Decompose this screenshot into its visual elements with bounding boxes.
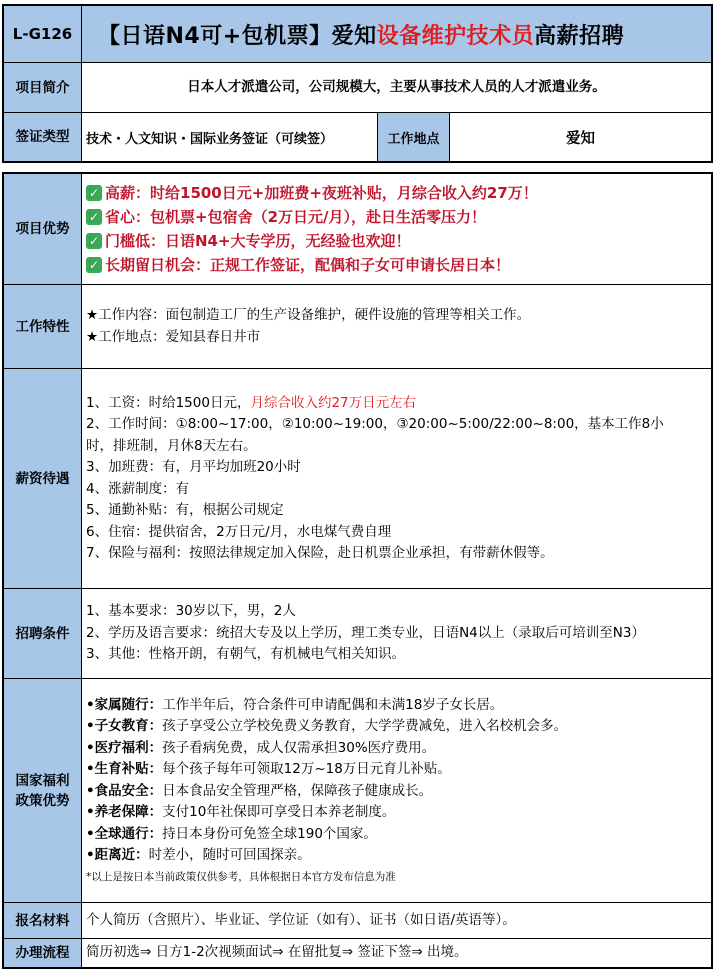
salary-item: 时，排班制，月休8天左右。	[86, 437, 257, 454]
welfare-item: •养老保障：支付10年社保即可享受日本养老制度。	[86, 804, 396, 820]
materials-text: 个人简历（含照片）、毕业证、学位证（如有）、证书（如日语/英语等）。	[86, 911, 516, 928]
page-title	[82, 6, 711, 62]
advantages-list	[82, 174, 711, 284]
welfare-item: •生育补贴：每个孩子每年可领取12万~18万日元育儿补贴。	[86, 761, 451, 777]
requirement-item: 1、基本要求：30岁以下，男，2人	[86, 603, 296, 620]
salary-income-highlight: 月综合收入约27万日元左右	[250, 394, 417, 411]
header-row	[2, 4, 713, 62]
advantage-item: ✓ 高薪：时给1500日元+加班费+夜班补贴，月综合收入约27万！	[86, 181, 707, 205]
salary-item: 2、工作时间：①8:00~17:00，②10:00~19:00，③20:00~5:00/22:00~8:00，基本工作8小	[86, 416, 664, 432]
visa-value: 技术・人文知识・国际业务签证（可续签）	[82, 113, 378, 161]
requirements-row	[2, 588, 713, 678]
job-code: L-G126	[4, 6, 82, 62]
advantages-row	[2, 172, 713, 284]
visa-split	[82, 113, 711, 161]
welfare-row	[2, 678, 713, 902]
salary-list	[82, 369, 711, 588]
salary-row	[2, 368, 713, 588]
process-text: 简历初选⇒ 日方1-2次视频面试⇒ 在留批复⇒ 签证下签⇒ 出境。	[86, 944, 468, 961]
salary-item: 4、涨薪制度：有	[86, 480, 190, 497]
process-label: 办理流程	[4, 939, 82, 967]
requirements-label: 招聘条件	[4, 589, 82, 678]
visa-label: 签证类型	[4, 113, 82, 161]
welfare-list	[82, 679, 711, 902]
requirements-list	[82, 589, 711, 678]
materials-label: 报名材料	[4, 903, 82, 938]
process-row	[2, 938, 713, 969]
feature-item: ★工作地点：爱知县春日井市	[86, 328, 261, 345]
welfare-item: •子女教育：孩子享受公立学校免费义务教育，大学学费减免，进入名校机会多。	[86, 718, 568, 734]
feature-item: ★工作内容：面包制造工厂的生产设备维护，硬件设施的管理等相关工作。	[86, 307, 531, 323]
welfare-note: *以上是按日本当前政策仅供参考，具体根据日本官方发布信息为准	[86, 870, 396, 883]
welfare-item: •家属随行：工作半年后，符合条件可申请配偶和未满18岁子女长居。	[86, 696, 504, 713]
salary-item: 5、通勤补贴：有，根据公司规定	[86, 502, 284, 518]
intro-row	[2, 62, 713, 112]
welfare-item: •距离近：时差小，随时可回国探亲。	[86, 847, 311, 863]
welfare-label: 国家福利 政策优势	[4, 679, 82, 902]
materials-row	[2, 902, 713, 938]
title-highlight: 设备维护技术员	[376, 23, 535, 49]
advantage-item: ✓ 门槛低：日语N4+大专学历，无经验也欢迎！	[86, 229, 707, 253]
intro-label: 项目简介	[4, 63, 82, 112]
advantage-item: ✓ 长期留日机会：正规工作签证，配偶和子女可申请长居日本！	[86, 253, 707, 277]
location-label: 工作地点	[378, 113, 450, 161]
requirement-item: 3、其他：性格开朗，有朝气，有机械电气相关知识。	[86, 646, 406, 663]
features-list	[82, 285, 711, 368]
check-icon: ✓	[86, 209, 102, 225]
features-row	[2, 284, 713, 368]
salary-item: 1、工资：时给1500日元，月综合收入约27万日元左右	[86, 394, 417, 411]
salary-item: 6、住宿：提供宿舍，2万日元/月，水电煤气费自理	[86, 523, 392, 540]
salary-item: 3、加班费：有，月平均加班20小时	[86, 459, 301, 475]
requirement-item: 2、学历及语言要求：统招大专及以上学历，理工类专业，日语N4以上（录取后可培训至N3）	[86, 624, 645, 641]
salary-item: 7、保险与福利：按照法律规定加入保险，赴日机票企业承担，有带薪休假等。	[86, 545, 554, 561]
advantages-label: 项目优势	[4, 174, 82, 284]
advantage-item: ✓ 省心：包机票+包宿舍（2万日元/月），赴日生活零压力！	[86, 205, 707, 229]
welfare-item: •全球通行：持日本身份可免签全球190个国家。	[86, 825, 377, 842]
check-icon: ✓	[86, 257, 102, 273]
features-label: 工作特性	[4, 285, 82, 368]
title-prefix: 【日语N4可+包机票】爱知	[98, 23, 377, 49]
location-value: 爱知	[566, 130, 595, 147]
check-icon: ✓	[86, 185, 102, 201]
welfare-item: •食品安全：日本食品安全管理严格，保障孩子健康成长。	[86, 782, 433, 799]
visa-row	[2, 112, 713, 163]
intro-text: 日本人才派遣公司，公司规模大，主要从事技术人员的人才派遣业务。	[187, 78, 606, 95]
welfare-item: •医疗福利：孩子看病免费，成人仅需承担30%医疗费用。	[86, 739, 436, 756]
salary-label: 薪资待遇	[4, 369, 82, 588]
check-icon: ✓	[86, 233, 102, 249]
title-suffix: 高薪招聘	[534, 23, 625, 49]
